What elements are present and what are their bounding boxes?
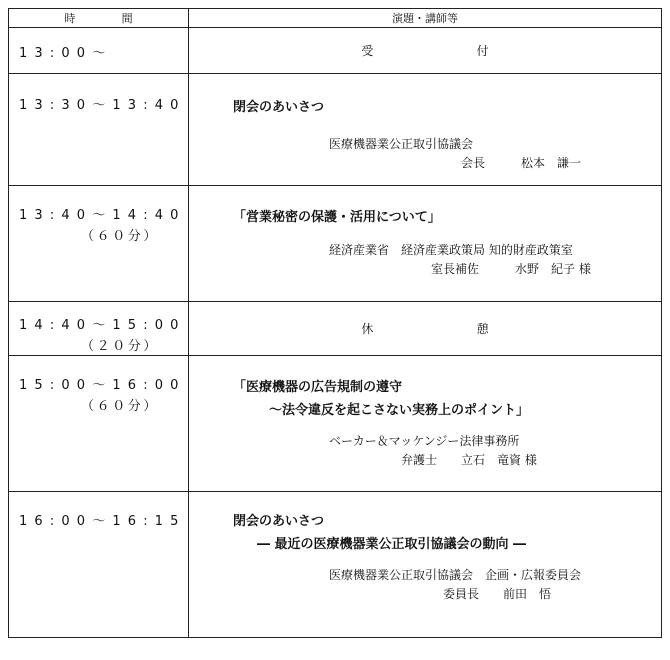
- time-cell: [9, 492, 189, 638]
- time-slot: 14:40～15:00: [19, 318, 186, 333]
- topic-cell: [189, 74, 662, 186]
- session-title: 閉会のあいさつ: [233, 100, 325, 115]
- reception-label: 受 付: [189, 28, 662, 74]
- header-time: 時 間: [9, 9, 189, 28]
- duration: （６０分）: [81, 229, 160, 244]
- speaker-organization: 経済産業省 経済産業政策局 知的財産政策室: [329, 243, 573, 257]
- speaker-name: 室長補佐 水野 紀子 様: [431, 262, 591, 276]
- schedule-row-break: [9, 302, 662, 356]
- time-cell: [9, 28, 189, 74]
- time-cell: [9, 302, 189, 356]
- time-cell: [9, 356, 189, 492]
- speaker-name: 会長 松本 謙一: [461, 156, 582, 170]
- time-slot: 15:00～16:00: [19, 378, 186, 393]
- duration: （６０分）: [81, 399, 160, 414]
- schedule-row-closing: [9, 492, 662, 638]
- duration: （２０分）: [81, 339, 160, 354]
- speaker-name: 弁護士 立石 竜資 様: [401, 453, 537, 467]
- header-topic: 演題・講師等: [189, 9, 662, 28]
- break-label: 休 憩: [189, 302, 662, 356]
- topic-cell: [189, 356, 662, 492]
- header-row: [9, 9, 662, 28]
- speaker-organization: 医療機器業公正取引協議会: [329, 137, 474, 151]
- speaker-organization: ベーカー＆マッケンジー法律事務所: [329, 434, 520, 448]
- topic-cell: [189, 492, 662, 638]
- time-slot: 13:30～13:40: [19, 98, 186, 113]
- schedule-row-reception: [9, 28, 662, 74]
- time-slot: 13:00～: [19, 46, 113, 61]
- session-subtitle: ～法令違反を起こさない実務上のポイント」: [269, 403, 530, 418]
- speaker-name: 委員長 前田 悟: [443, 587, 552, 601]
- session-title: 「医療機器の広告規制の遵守: [233, 380, 403, 395]
- time-slot: 16:00～16:15: [19, 514, 186, 529]
- time-cell: [9, 74, 189, 186]
- schedule-row-trade-secrets: [9, 186, 662, 302]
- program-schedule-table: [8, 8, 662, 638]
- session-title: 閉会のあいさつ: [233, 514, 325, 529]
- topic-cell: [189, 186, 662, 302]
- schedule-row-advertising: [9, 356, 662, 492]
- session-subtitle: ― 最近の医療機器業公正取引協議会の動向 ―: [257, 537, 527, 552]
- time-slot: 13:40～14:40: [19, 208, 186, 223]
- time-cell: [9, 186, 189, 302]
- speaker-organization: 医療機器業公正取引協議会 企画・広報委員会: [329, 568, 582, 582]
- session-title: 「営業秘密の保護・活用について」: [233, 210, 441, 225]
- schedule-row-opening: [9, 74, 662, 186]
